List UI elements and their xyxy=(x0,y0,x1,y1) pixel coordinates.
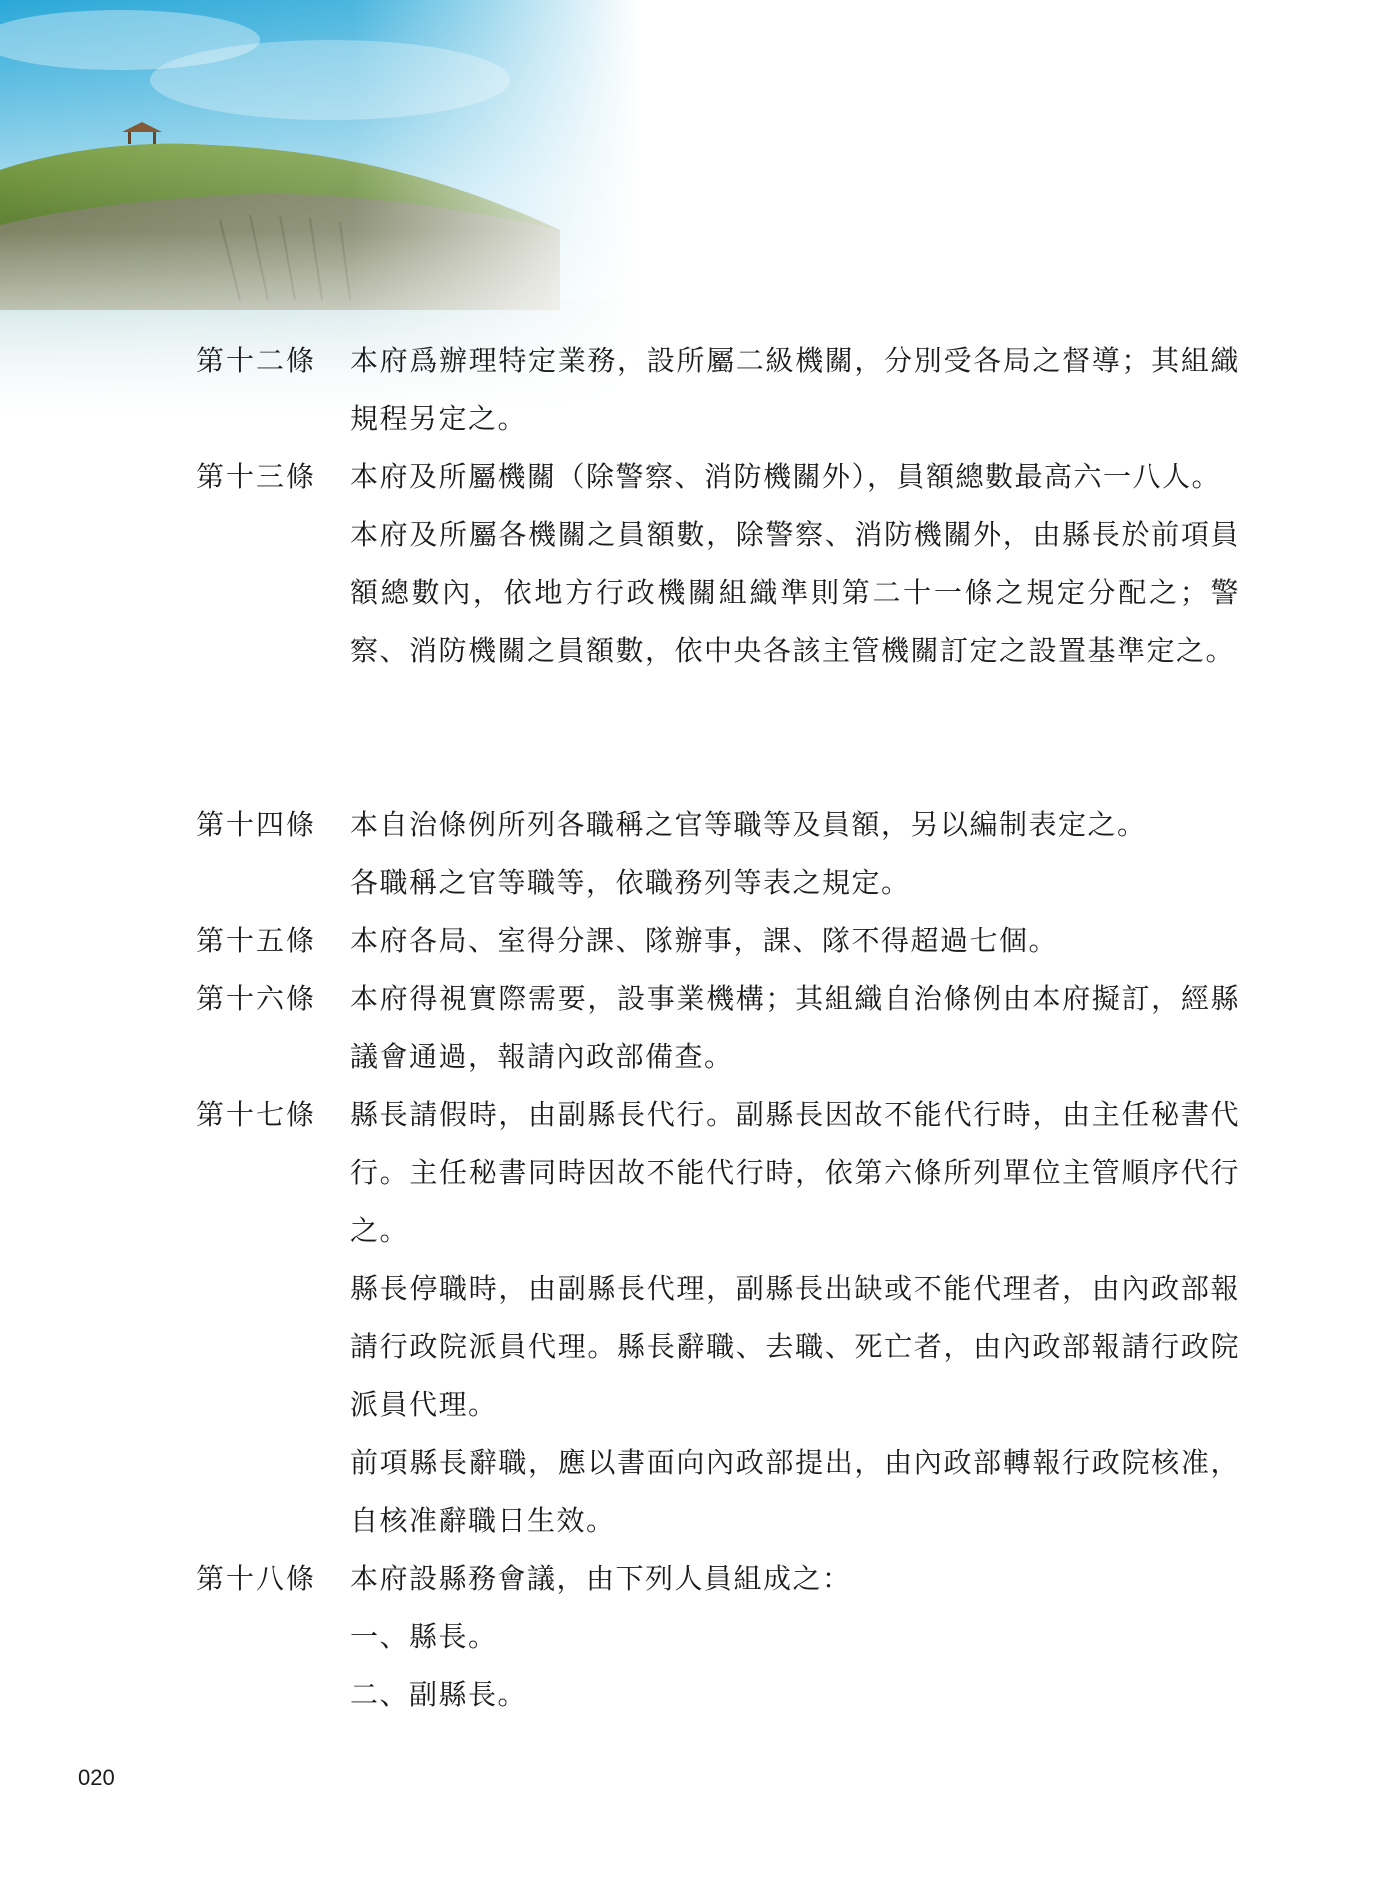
article-text xyxy=(350,448,1240,680)
paragraph: 本自治條例所列各職稱之官等職等及員額，另以編制表定之。 xyxy=(350,808,1147,841)
paragraph: 各職稱之官等職等，依職務列等表之規定。 xyxy=(350,866,911,899)
article-text xyxy=(350,970,1240,1086)
article-text xyxy=(350,912,1240,970)
paragraph: 本府及所屬機關（除警察、消防機關外），員額總數最高六一八人。 xyxy=(350,460,1222,493)
paragraph: 本府設縣務會議，由下列人員組成之： xyxy=(350,1562,852,1595)
list-item: 一、縣長。 xyxy=(350,1620,498,1653)
article-number: 第十六條 xyxy=(196,982,317,1015)
article-text xyxy=(350,332,1240,448)
article-text xyxy=(350,796,1240,912)
paragraph: 本府爲辦理特定業務，設所屬二級機關，分別受各局之督導；其組織規程另定之。 xyxy=(350,344,1240,435)
article-number: 第十七條 xyxy=(196,1098,317,1131)
article-number: 第十三條 xyxy=(196,460,317,493)
article-number: 第十八條 xyxy=(196,1562,317,1595)
paragraph: 前項縣長辭職，應以書面向內政部提出，由內政部轉報行政院核准，自核准辭職日生效。 xyxy=(350,1446,1240,1537)
article-text xyxy=(350,1550,1240,1724)
paragraph: 本府各局、室得分課、隊辦事，課、隊不得超過七個。 xyxy=(350,924,1059,957)
article-number: 第十四條 xyxy=(196,808,317,841)
paragraph: 縣長請假時，由副縣長代行。副縣長因故不能代行時，由主任秘書代行。主任秘書同時因故不能代行時，依第六條所列單位主管順序代行之。 xyxy=(350,1098,1240,1247)
article-number: 第十二條 xyxy=(196,344,317,377)
paragraph: 本府得視實際需要，設事業機構；其組織自治條例由本府擬訂，經縣議會通過，報請內政部備查。 xyxy=(350,982,1240,1073)
paragraph: 本府及所屬各機關之員額數，除警察、消防機關外，由縣長於前項員額總數內，依地方行政機關組織準則第二十一條之規定分配之；警察、消防機關之員額數，依中央各該主管機關訂定之設置基準定之。 xyxy=(350,518,1240,667)
paragraph: 縣長停職時，由副縣長代理，副縣長出缺或不能代理者，由內政部報請行政院派員代理。縣長辭職、去職、死亡者，由內政部報請行政院派員代理。 xyxy=(350,1272,1240,1421)
list-item: 二、副縣長。 xyxy=(350,1678,528,1711)
article-number: 第十五條 xyxy=(196,924,317,957)
page-number: 020 xyxy=(78,1765,115,1790)
article-text xyxy=(350,1086,1240,1550)
